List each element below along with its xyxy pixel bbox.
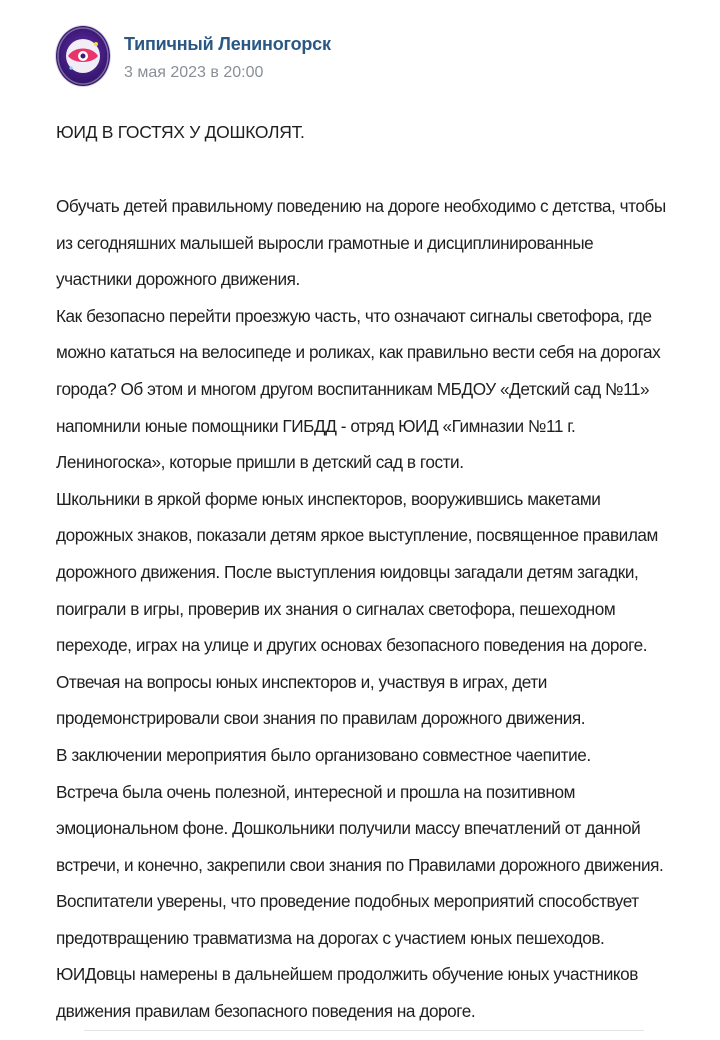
body-line: дорожного движения. После выступления юидовцы загадали детям загадки,	[56, 561, 639, 582]
body-line: В заключении мероприятия было организовано совместное чаепитие.	[56, 744, 591, 765]
post-title: ЮИД В ГОСТЯХ У ДОШКОЛЯТ.	[56, 122, 305, 142]
community-logo-icon	[56, 26, 110, 86]
body-line: Школьники в яркой форме юных инспекторов, вооружившись макетами	[56, 488, 601, 509]
community-avatar[interactable]	[56, 26, 110, 86]
body-line: движения правилам безопасного поведения на дороге.	[56, 1001, 476, 1022]
body-line: из сегодняшних малышей выросли грамотные и дисциплинированные	[56, 232, 594, 253]
post-header	[56, 26, 656, 96]
body-line: встречи, и конечно, закрепили свои знания по Правилами дорожного движения.	[56, 854, 664, 875]
post-body	[56, 188, 696, 1030]
body-line: можно кататься на велосипеде и роликах, как правильно вести себя на дорогах	[56, 342, 661, 363]
body-line: напомнили юные помощники ГИБДД - отряд ЮИД «Гимназии №11 г.	[56, 415, 576, 436]
body-line: эмоциональном фоне. Дошкольники получили массу впечатлений от данной	[56, 818, 641, 839]
author-name-link[interactable]: Типичный Лениногорск	[124, 34, 331, 54]
body-line: Воспитатели уверены, что проведение подобных мероприятий способствует	[56, 891, 639, 912]
body-line: участники дорожного движения.	[56, 269, 300, 290]
post-date-link[interactable]: 3 мая 2023 в 20:00	[124, 64, 264, 81]
body-line: продемонстрировали свои знания по правилам дорожного движения.	[56, 708, 586, 729]
body-line: Встреча была очень полезной, интересной и прошла на позитивном	[56, 781, 575, 802]
body-line: ЮИДовцы намерены в дальнейшем продолжить обучение юных участников	[56, 964, 638, 985]
body-line: дорожных знаков, показали детям яркое выступление, посвященное правилам	[56, 525, 658, 546]
body-line: Обучать детей правильному поведению на дороге необходимо с детства, чтобы	[56, 196, 666, 216]
body-line: предотвращению травматизма на дорогах с участием юных пешеходов.	[56, 927, 605, 948]
body-line: Отвечая на вопросы юных инспекторов и, участвуя в играх, дети	[56, 671, 547, 692]
body-line: поиграли в игры, проверив их знания о сигналах светофора, пешеходном	[56, 598, 616, 619]
body-line: переходе, играх на улице и других основах безопасного поведения на дороге.	[56, 635, 648, 656]
post-divider	[84, 1030, 644, 1031]
body-line: Лениногоска», которые пришли в детский сад в гости.	[56, 452, 464, 473]
body-line: Как безопасно перейти проезжую часть, что означают сигналы светофора, где	[56, 305, 652, 326]
body-line: города? Об этом и многом другом воспитанникам МБДОУ «Детский сад №11»	[56, 378, 650, 399]
